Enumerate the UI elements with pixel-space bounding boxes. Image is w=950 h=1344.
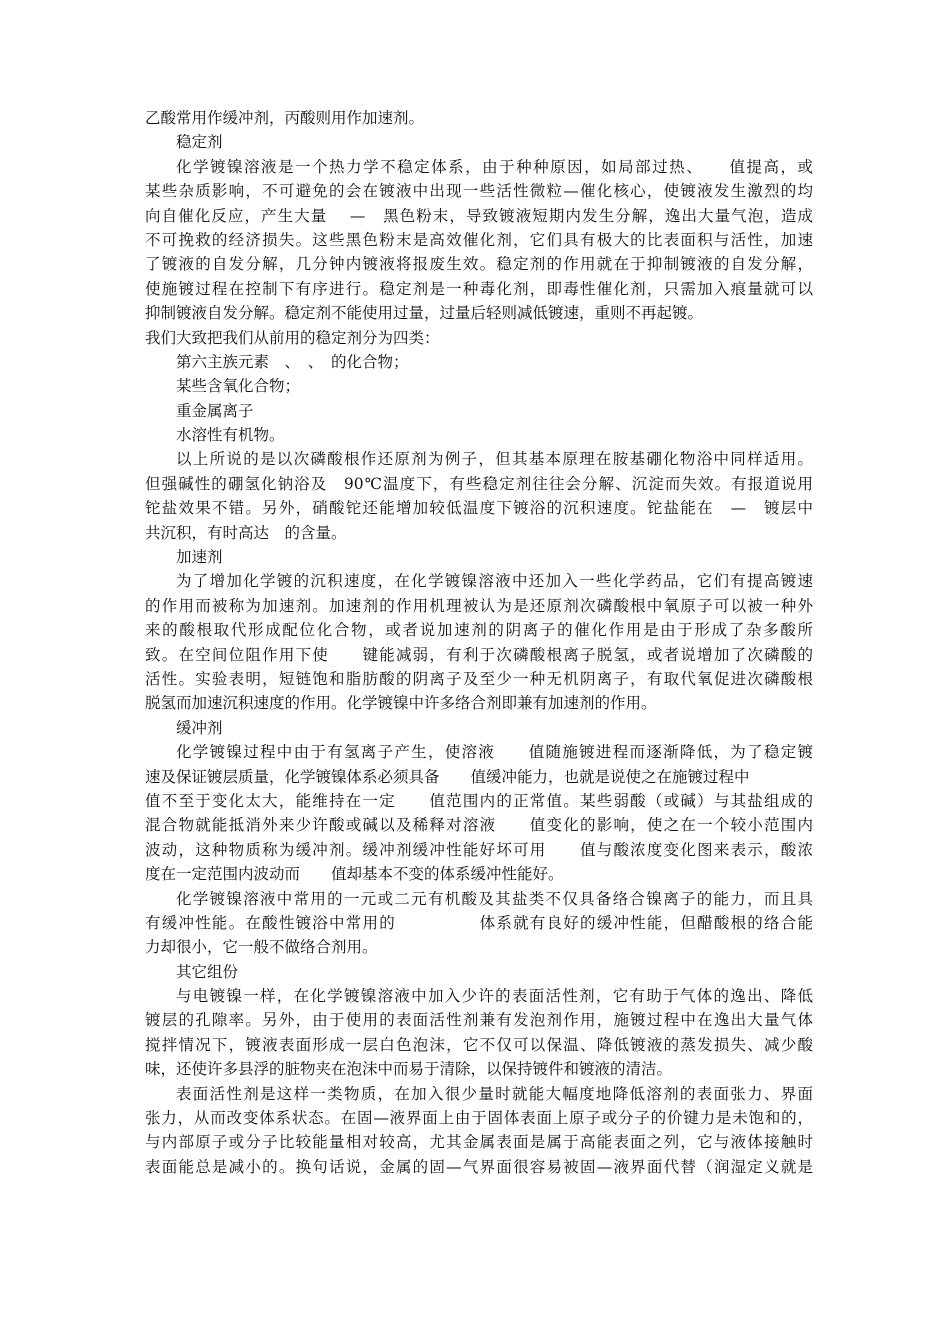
- text-line: 表面能总是减小的。换句话说，金属的固—气界面很容易被固—液界面代替（润湿定义就是: [145, 1157, 813, 1176]
- text-line: 重金属离子: [176, 401, 254, 420]
- text-line: 水溶性有机物。: [176, 426, 285, 445]
- text-line: 向自催化反应，产生大量 — 黑色粉末，导致镀液短期内发生分解，逸出大量气泡，造成: [145, 206, 813, 225]
- text-line: 致。在空间位阻作用下使 键能减弱，有利于次磷酸根离子脱氢，或者说增加了次磷酸的: [145, 645, 813, 664]
- text-line: 来的酸根取代形成配位化合物，或者说加速剂的阴离子的催化作用是由于形成了杂多酸所: [145, 621, 813, 640]
- text-line: 某些含氧化合物；: [176, 377, 301, 396]
- text-line: 波动，这种物质称为缓冲剂。缓冲剂缓冲性能好坏可用 值与酸浓度变化图来表示，酸浓: [145, 840, 813, 859]
- text-line: 搅拌情况下，镀液表面形成一层白色泡沫，它不仅可以保温、降低镀液的蒸发损失、减少酸: [145, 1035, 813, 1054]
- text-line: 了镀液的自发分解，几分钟内镀液将报废生效。稳定剂的作用就在于抑制镀液的自发分解，: [145, 255, 813, 274]
- text-line: 表面活性剂是这样一类物质，在加入很少量时就能大幅度地降低溶剂的表面张力、界面: [176, 1084, 813, 1103]
- text-line: 活性。实验表明，短链饱和脂肪酸的阴离子及至少一种无机阴离子，有取代氧促进次磷酸根: [145, 669, 813, 688]
- text-line: 有缓冲性能。在酸性镀浴中常用的 体系就有良好的缓冲性能，但醋酸根的络合能: [145, 913, 813, 932]
- text-line: 脱氢而加速沉积速度的作用。化学镀镍中许多络合剂即兼有加速剂的作用。: [145, 694, 657, 713]
- text-line: 缓冲剂: [176, 718, 223, 737]
- text-line: 乙酸常用作缓冲剂，丙酸则用作加速剂。: [145, 109, 425, 127]
- text-line: 共沉积，有时高达 的含量。: [145, 523, 347, 542]
- text-line: 不可挽救的经济损失。这些黑色粉末是高效催化剂，它们具有极大的比表面积与活性，加速: [145, 230, 813, 249]
- text-line: 镀层的孔隙率。另外，由于使用的表面活性剂兼有发泡剂作用，施镀过程中在逸出大量气体: [145, 1011, 813, 1030]
- text-line: 与电镀镍一样，在化学镀镍溶液中加入少许的表面活性剂，它有助于气体的逸出、降低: [176, 987, 813, 1006]
- text-line: 度在一定范围内波动而 值却基本不变的体系缓冲性能好。: [145, 865, 564, 884]
- text-line: 化学镀镍过程中由于有氢离子产生，使溶液 值随施镀进程而逐渐降低，为了稳定镀: [176, 743, 813, 762]
- text-line: 速及保证镀层质量，化学镀镍体系必须具备 值缓冲能力，也就是说使之在施镀过程中: [145, 767, 750, 786]
- text-line: 其它组份: [176, 962, 239, 981]
- text-line: 稳定剂: [176, 133, 223, 152]
- text-line: 第六主族元素 、 、 的化合物；: [176, 352, 409, 371]
- text-line: 化学镀镍溶液是一个热力学不稳定体系，由于种种原因，如局部过热、 值提高，或: [176, 157, 813, 176]
- text-line: 抑制镀液自发分解。稳定剂不能使用过量，过量后轻则减低镀速，重则不再起镀。: [145, 304, 704, 323]
- text-line: 化学镀镍溶液中常用的一元或二元有机酸及其盐类不仅具备络合镍离子的能力，而且具: [176, 889, 813, 908]
- text-line: 混合物就能抵消外来少许酸或碱以及稀释对溶液 值变化的影响，使之在一个较小范围内: [145, 816, 813, 835]
- text-line: 使施镀过程在控制下有序进行。稳定剂是一种毒化剂，即毒性催化剂，只需加入痕量就可以: [145, 279, 813, 298]
- text-line: 我们大致把我们从前用的稳定剂分为四类：: [145, 328, 440, 347]
- text-line: 为了增加化学镀的沉积速度，在化学镀镍溶液中还加入一些化学药品，它们有提高镀速: [176, 572, 813, 591]
- text-line: 与内部原子或分子比较能量相对较高，尤其金属表面是属于高能表面之列，它与液体接触时: [145, 1133, 813, 1152]
- text-line: 的作用而被称为加速剂。加速剂的作用机理被认为是还原剂次磷酸根中氧原子可以被一种外: [145, 596, 813, 615]
- text-line: 加速剂: [176, 548, 223, 567]
- text-line: 铊盐效果不错。另外，硝酸铊还能增加较低温度下镀浴的沉积速度。铊盐能在 — 镀层中: [145, 499, 813, 518]
- document-page: [145, 106, 813, 1179]
- text-line: 张力，从而改变体系状态。在固—液界面上由于固体表面上原子或分子的价键力是未饱和的，: [145, 1109, 813, 1128]
- text-line: 力却很小，它一般不做络合剂用。: [145, 938, 378, 957]
- text-line: 某些杂质影响，不可避免的会在镀液中出现一些活性微粒—催化核心，使镀液发生激烈的均: [145, 182, 813, 201]
- text-line: 值不至于变化太大，能维持在一定 值范围内的正常值。某些弱酸（或碱）与其盐组成的: [145, 791, 813, 810]
- text-line: 味，还使许多县浮的脏物夹在泡沫中而易于清除，以保持镀件和镀液的清洁。: [145, 1060, 673, 1079]
- text-line: 以上所说的是以次磷酸根作还原剂为例子，但其基本原理在胺基硼化物浴中同样适用。: [176, 450, 813, 469]
- text-line: 但强碱性的硼氢化钠浴及 90℃温度下，有些稳定剂往往会分解、沉淀而失效。有报道说用: [145, 474, 813, 493]
